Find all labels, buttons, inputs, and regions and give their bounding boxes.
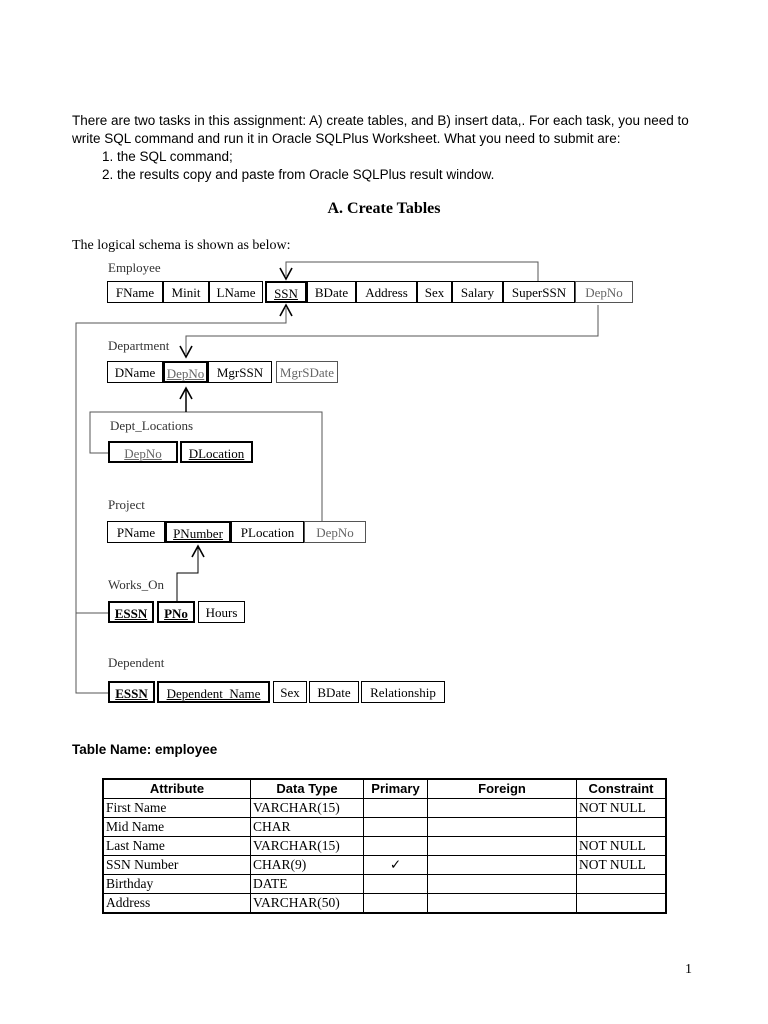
table-row bbox=[103, 856, 666, 875]
dept-locations-depno: DepNo bbox=[108, 441, 178, 463]
cell-constraint: NOT NULL bbox=[577, 799, 667, 818]
cell-foreign bbox=[428, 818, 577, 837]
cell-primary bbox=[364, 837, 428, 856]
dependent-essn: ESSN bbox=[108, 681, 155, 703]
cell-data-type: VARCHAR(50) bbox=[251, 894, 364, 914]
cell-attribute: Birthday bbox=[103, 875, 251, 894]
cell-data-type: CHAR(9) bbox=[251, 856, 364, 875]
cell-foreign bbox=[428, 856, 577, 875]
submission-item-2: 2. the results copy and paste from Oracle SQLPlus result window. bbox=[117, 166, 702, 184]
employee-ssn: SSN bbox=[265, 281, 307, 303]
works-on-pno: PNo bbox=[157, 601, 195, 623]
header-foreign: Foreign bbox=[428, 779, 577, 799]
cell-primary bbox=[364, 818, 428, 837]
employee-minit: Minit bbox=[163, 281, 209, 303]
department-table-label: Department bbox=[108, 338, 170, 353]
pno-to-pnumber-line bbox=[177, 547, 198, 601]
project-table-label: Project bbox=[108, 497, 145, 512]
cell-constraint bbox=[577, 875, 667, 894]
table-title: Table Name: employee bbox=[72, 742, 218, 757]
table-row bbox=[103, 894, 666, 914]
cell-attribute: Address bbox=[103, 894, 251, 914]
department-dname: DName bbox=[107, 361, 163, 383]
employee-bdate: BDate bbox=[307, 281, 356, 303]
cell-constraint: NOT NULL bbox=[577, 837, 667, 856]
dept-locations-table-label: Dept_Locations bbox=[110, 418, 194, 433]
table-row bbox=[103, 799, 666, 818]
table-header-row bbox=[103, 779, 666, 799]
table-row bbox=[103, 818, 666, 837]
cell-attribute: Mid Name bbox=[103, 818, 251, 837]
cell-primary bbox=[364, 875, 428, 894]
depno-to-department-line bbox=[186, 305, 598, 354]
page-number: 1 bbox=[685, 962, 692, 977]
dependent-sex: Sex bbox=[273, 681, 307, 703]
cell-constraint: NOT NULL bbox=[577, 856, 667, 875]
employee-depno: DepNo bbox=[575, 281, 633, 303]
employee-salary: Salary bbox=[452, 281, 503, 303]
cell-foreign bbox=[428, 799, 577, 818]
header-primary: Primary bbox=[364, 779, 428, 799]
cell-primary bbox=[364, 799, 428, 818]
employee-attribute-table bbox=[102, 778, 667, 914]
department-mgrsdate: MgrSDate bbox=[276, 361, 338, 383]
cell-attribute: First Name bbox=[103, 799, 251, 818]
employee-table-label: Employee bbox=[108, 260, 161, 275]
cell-foreign bbox=[428, 894, 577, 914]
cell-foreign bbox=[428, 837, 577, 856]
submission-item-1: 1. the SQL command; bbox=[117, 148, 702, 166]
works-on-essn: ESSN bbox=[108, 601, 154, 623]
superssn-to-ssn-line bbox=[286, 262, 538, 281]
works-on-table-label: Works_On bbox=[108, 577, 165, 592]
table-row bbox=[103, 875, 666, 894]
header-data-type: Data Type bbox=[251, 779, 364, 799]
cell-data-type: VARCHAR(15) bbox=[251, 837, 364, 856]
employee-superssn: SuperSSN bbox=[503, 281, 575, 303]
employee-fname: FName bbox=[107, 281, 163, 303]
cell-foreign bbox=[428, 875, 577, 894]
employee-sex: Sex bbox=[417, 281, 452, 303]
dept-locations-dlocation: DLocation bbox=[180, 441, 253, 463]
cell-data-type: CHAR bbox=[251, 818, 364, 837]
cell-constraint bbox=[577, 818, 667, 837]
works-on-hours: Hours bbox=[198, 601, 245, 623]
department-depno: DepNo bbox=[163, 361, 208, 383]
dependent-bdate: BDate bbox=[309, 681, 359, 703]
project-plocation: PLocation bbox=[231, 521, 304, 543]
schema-intro: The logical schema is shown as below: bbox=[72, 238, 291, 253]
project-pname: PName bbox=[107, 521, 165, 543]
dependent-relationship: Relationship bbox=[361, 681, 445, 703]
department-mgrssn: MgrSSN bbox=[208, 361, 272, 383]
dependent-table-label: Dependent bbox=[108, 655, 165, 670]
dependent-name: Dependent_Name bbox=[157, 681, 270, 703]
project-pnumber: PNumber bbox=[165, 521, 231, 543]
cell-attribute: Last Name bbox=[103, 837, 251, 856]
header-constraint: Constraint bbox=[577, 779, 667, 799]
cell-constraint bbox=[577, 894, 667, 914]
project-depno: DepNo bbox=[304, 521, 366, 543]
cell-data-type: VARCHAR(15) bbox=[251, 799, 364, 818]
table-row bbox=[103, 837, 666, 856]
cell-data-type: DATE bbox=[251, 875, 364, 894]
employee-address: Address bbox=[356, 281, 417, 303]
header-attribute: Attribute bbox=[103, 779, 251, 799]
cell-primary bbox=[364, 894, 428, 914]
intro-text: There are two tasks in this assignment: A) create tables, and B) insert data,. For each task, you need to write SQL command and run it in Oracle SQLPlus Worksheet. What you need to submit are: bbox=[72, 113, 689, 146]
primary-key-check-icon: ✓ bbox=[364, 856, 428, 875]
section-title: A. Create Tables bbox=[327, 200, 441, 217]
employee-lname: LName bbox=[209, 281, 263, 303]
cell-attribute: SSN Number bbox=[103, 856, 251, 875]
